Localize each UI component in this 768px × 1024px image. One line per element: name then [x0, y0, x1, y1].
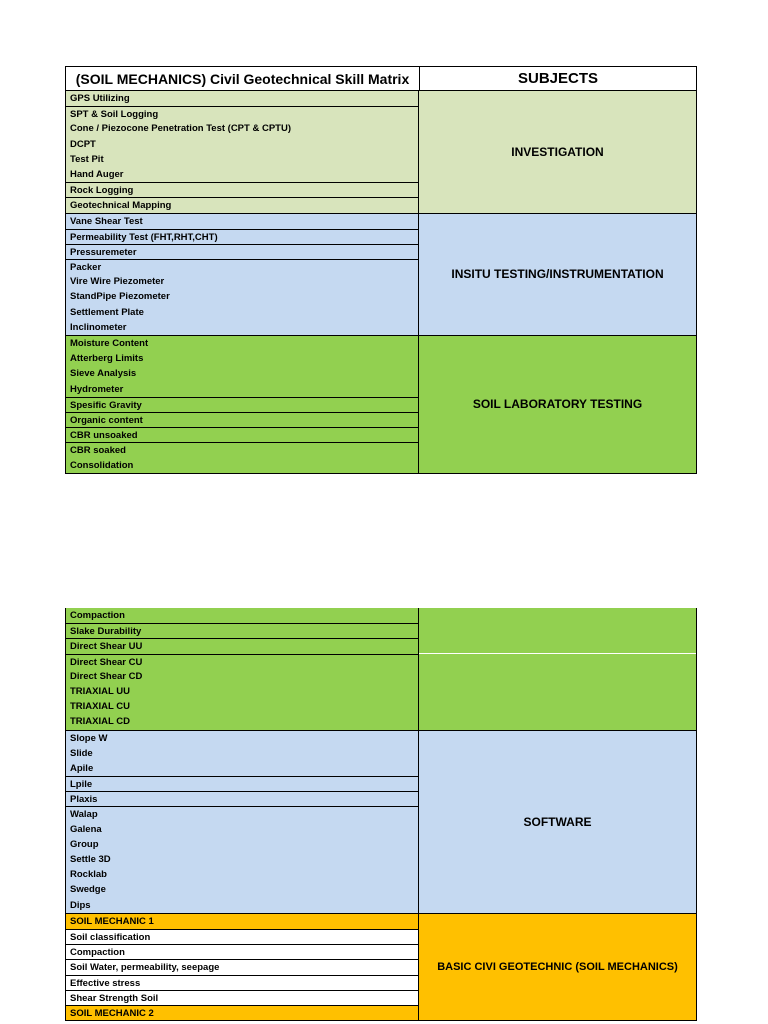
- group-basic-civil-geotechnic: [65, 914, 697, 1021]
- list-item: Settle 3D: [70, 854, 111, 865]
- list-item: Effective stress: [66, 975, 418, 990]
- list-item: Hand Auger: [70, 168, 124, 180]
- list-item: SPT & Soil Logging: [66, 106, 418, 121]
- list-item: Apile: [70, 762, 94, 774]
- group-software: [65, 731, 697, 914]
- list-item: Inclinometer: [70, 321, 127, 333]
- list-item: Direct Shear CD: [70, 670, 143, 682]
- list-item: SOIL MECHANIC 2: [66, 1005, 418, 1020]
- list-item: Slide: [70, 747, 93, 759]
- list-item: Test Pit: [70, 153, 104, 165]
- item-list: [66, 731, 419, 913]
- item-list: [66, 914, 419, 1020]
- list-item: StandPipe Piezometer: [70, 291, 170, 303]
- subject-cell-blank: [419, 608, 696, 730]
- subjects-header: SUBJECTS: [517, 70, 599, 87]
- list-item: TRIAXIAL CU: [70, 701, 130, 713]
- list-item: Lpile: [66, 776, 418, 791]
- blank-cell-top: [419, 608, 696, 653]
- list-item: Soil Water, permeability, seepage: [66, 959, 418, 974]
- item-list: [66, 608, 419, 730]
- list-item: Galena: [70, 823, 102, 835]
- list-item: Walap: [66, 806, 418, 821]
- subject-label: BASIC CIVI GEOTECHNIC (SOIL MECHANICS): [437, 960, 678, 973]
- subject-label: SOIL LABORATORY TESTING: [472, 397, 643, 412]
- group-investigation: [65, 91, 697, 214]
- table-header: [65, 66, 697, 91]
- list-item: TRIAXIAL CD: [70, 716, 130, 728]
- item-list: [66, 91, 419, 213]
- skill-matrix-table-1: [65, 66, 697, 474]
- list-item: TRIAXIAL UU: [70, 685, 130, 697]
- subject-label: SOFTWARE: [523, 814, 592, 829]
- list-item: Vire Wire Piezometer: [70, 276, 165, 288]
- list-item: Soil classification: [66, 929, 418, 944]
- list-item: Settlement Plate: [70, 306, 144, 318]
- list-item: Consolidation: [70, 459, 134, 471]
- list-item: Compaction: [66, 944, 418, 959]
- group-lab-continued: [65, 608, 697, 731]
- list-item: Swedge: [70, 884, 106, 896]
- list-item: Dips: [70, 899, 91, 911]
- list-item: Vane Shear Test: [70, 215, 143, 227]
- list-item: Moisture Content: [70, 338, 149, 349]
- list-item: CBR unsoaked: [66, 427, 418, 442]
- subject-label: INVESTIGATION: [511, 144, 604, 159]
- list-item: Group: [70, 838, 99, 850]
- list-item: Organic content: [66, 412, 418, 427]
- list-item: DCPT: [70, 138, 96, 150]
- list-item: Packer: [66, 259, 418, 274]
- list-item: SOIL MECHANIC 1: [66, 914, 418, 929]
- skill-matrix-table-2: [65, 608, 697, 1021]
- list-item: Geotechnical Mapping: [66, 197, 418, 212]
- list-item: Atterberg Limits: [70, 353, 144, 365]
- list-item: GPS Utilizing: [70, 93, 130, 104]
- list-item: Rocklab: [70, 869, 107, 881]
- list-item: Shear Strength Soil: [66, 990, 418, 1005]
- list-item: Sieve Analysis: [70, 368, 137, 380]
- blank-cell-bottom: [419, 653, 696, 730]
- group-insitu-testing: [65, 214, 697, 337]
- list-item: Hydrometer: [70, 383, 124, 395]
- list-item: CBR soaked: [66, 442, 418, 457]
- list-item: Cone / Piezocone Penetration Test (CPT & CPTU): [70, 123, 291, 135]
- item-list: [66, 336, 419, 473]
- list-item: Slake Durability: [66, 623, 418, 638]
- matrix-title: (SOIL MECHANICS) Civil Geotechnical Skill Matrix: [66, 67, 420, 90]
- list-item: Pressuremeter: [66, 244, 418, 259]
- item-list: [66, 214, 419, 336]
- list-item: Direct Shear UU: [66, 638, 418, 653]
- list-item: Rock Logging: [66, 182, 418, 197]
- group-soil-lab-testing: [65, 336, 697, 474]
- list-item: Compaction: [70, 610, 125, 621]
- list-item: Plaxis: [66, 791, 418, 806]
- subject-label: INSITU TESTING/INSTRUMENTATION: [451, 267, 664, 282]
- list-item: Direct Shear CU: [66, 654, 418, 669]
- list-item: Permeability Test (FHT,RHT,CHT): [66, 229, 418, 244]
- list-item: Slope W: [70, 732, 108, 744]
- list-item: Spesific Gravity: [66, 397, 418, 412]
